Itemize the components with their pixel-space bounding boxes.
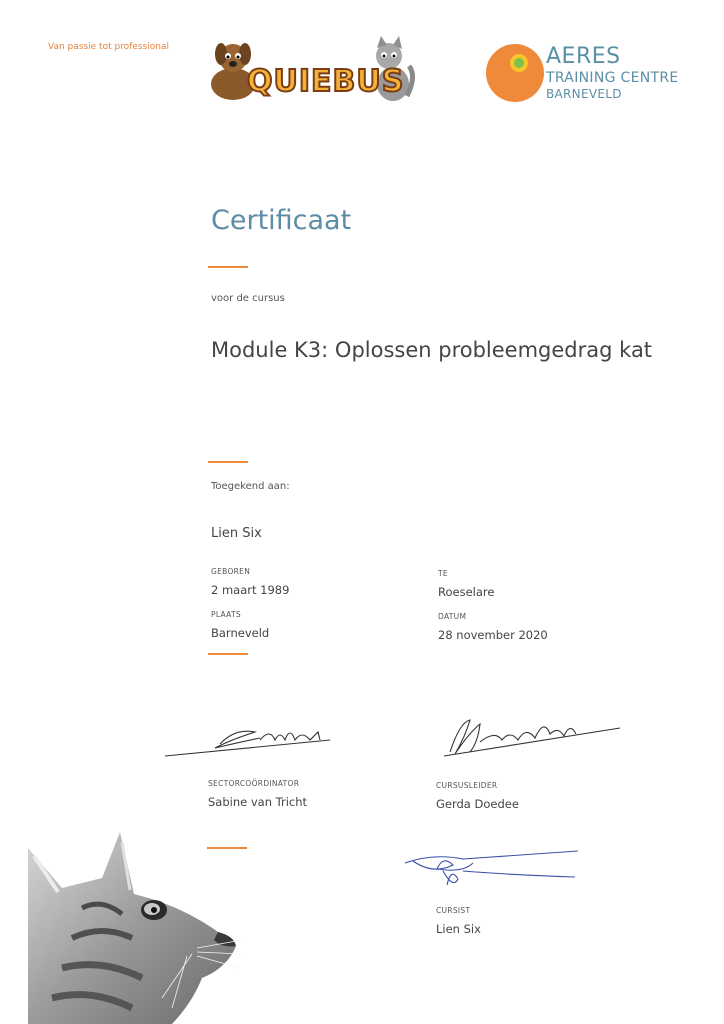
certificate-title: Certificaat [211, 205, 352, 236]
recipient-name: Lien Six [211, 526, 262, 541]
divider [208, 266, 248, 268]
place-value: Barneveld [211, 626, 270, 640]
born-value: 2 maart 1989 [211, 583, 290, 597]
aeres-location: BARNEVELD [546, 87, 622, 101]
sector-label: SECTORCOÖRDINATOR [208, 779, 300, 788]
place-label: PLAATS [211, 610, 241, 619]
leader-label: CURSUSLEIDER [436, 781, 498, 790]
date-label: DATUM [438, 612, 467, 621]
quiebus-logo [203, 36, 418, 104]
course-intro: voor de cursus [211, 293, 285, 304]
divider [208, 461, 248, 463]
sector-name: Sabine van Tricht [208, 795, 308, 809]
quiebus-wordmark: QUIEBUS [247, 64, 405, 99]
at-label: TE [438, 569, 448, 578]
signature-leader [440, 712, 625, 760]
divider [208, 653, 248, 655]
student-label: CURSIST [436, 906, 471, 915]
aeres-subtitle: TRAINING CENTRE [546, 70, 679, 86]
student-name: Lien Six [436, 922, 481, 936]
at-value: Roeselare [438, 585, 495, 599]
leader-name: Gerda Doedee [436, 797, 519, 811]
aeres-name: AERES [546, 44, 621, 69]
signature-student [403, 845, 583, 895]
born-label: GEBOREN [211, 567, 251, 576]
course-name: Module K3: Oplossen probleemgedrag kat [211, 338, 653, 362]
aeres-dot-icon [514, 58, 524, 68]
awarded-label: Toegekend aan: [211, 481, 290, 492]
date-value: 28 november 2020 [438, 628, 548, 642]
signature-sector [160, 718, 335, 763]
cat-photo [22, 828, 242, 1024]
aeres-circle-icon [486, 44, 544, 102]
aeres-logo [486, 42, 696, 104]
tagline: Van passie tot professional [48, 42, 169, 52]
